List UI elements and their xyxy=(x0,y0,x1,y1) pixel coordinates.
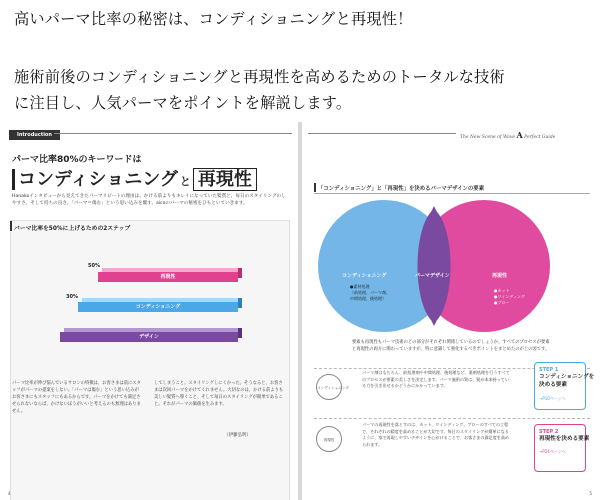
step-title-bar xyxy=(10,221,12,231)
venn-label-design: パーマデザイン xyxy=(415,273,450,279)
headline-to: と xyxy=(179,175,191,188)
guide-tail: Perfect Guide xyxy=(524,135,556,140)
bar-reproducibility: 再現性 xyxy=(98,272,238,282)
guide-title: The New Scene of Wave xyxy=(460,135,516,140)
step-title: パーマ比率を50%に上げるための2ステップ xyxy=(14,226,131,232)
ring-conditioning: コンディショニング xyxy=(316,374,342,400)
step-box xyxy=(10,220,290,500)
venn-item: ●ブロー xyxy=(494,300,510,305)
caption-line-2: 施術前後のコンディショニングと再現性を高めるためのトータルな技術 xyxy=(14,68,505,86)
introduction-badge: Introduction xyxy=(9,130,60,140)
step1-title-line: 決める要素 xyxy=(539,381,567,388)
guide-header xyxy=(460,130,555,140)
venn-item: 中間処理、後処理） xyxy=(350,296,386,301)
right-top-rule xyxy=(308,133,456,134)
ring-reproducibility-text: パーマの再現性を落とすのは、カット、ワインディング、ブローのすべての工程で、それぞれの精度を高めることが大切です。毎日のスタイリングが簡単になるように、家で再現しやすいデザインを心がけることで、お客さまの満足度を高められます。 xyxy=(362,422,510,447)
step1-card[interactable] xyxy=(534,362,595,410)
body-column-2: してしまうこと。スタイリングしにくかった。そうなると、お客さまは次回パーマをかけてくれません。大切なのは、かける前よりも美しい髪質へ導くこと、そして毎日のスタイリングが簡単であること。それがパーマの価値を生みます。 xyxy=(154,381,284,407)
venn-label-conditioning: コンディショニング xyxy=(342,273,387,279)
right-page xyxy=(302,122,600,500)
guide-mark: A xyxy=(516,130,523,140)
left-page xyxy=(0,122,298,500)
body-column-1: パーマ比率が伸び悩んでいるサロンの特徴は、お客さまは前にスタッフがパーマの提案をしない。「パーマは傷む」という思い込みがお客さまにもスタッフにもあるからです。パーマをかけても満足させられないならば、かけないほうがいいと考えるのも無理はありません。 xyxy=(12,381,141,414)
step1-label: STEP 1 xyxy=(539,367,559,373)
bar-top-side xyxy=(238,268,242,278)
step1-ref: →P10ページへ xyxy=(539,396,566,401)
step2-label: STEP 2 xyxy=(539,429,559,435)
pct-30: 30% xyxy=(66,294,78,300)
venn-title-bar xyxy=(314,183,316,192)
divider xyxy=(314,418,590,419)
headline-conditioning: コンディショニング xyxy=(12,169,178,190)
pct-50: 50% xyxy=(88,263,100,269)
bar-conditioning: コンディショニング xyxy=(78,302,238,312)
venn-label-reproducibility: 再現性 xyxy=(492,273,508,279)
step2-title xyxy=(539,436,589,444)
venn-item: ●カット xyxy=(494,288,510,293)
caption-line-1: 高いパーマ比率の秘密は、コンディショニングと再現性！ xyxy=(14,10,413,28)
venn-items-reproducibility xyxy=(494,288,525,306)
venn-item: ●ワインディング xyxy=(494,294,525,299)
venn-item: ●素材処理 xyxy=(350,284,370,289)
keyword-line: パーマ比率80%のキーワードは xyxy=(12,155,142,165)
venn-items-conditioning xyxy=(350,284,390,302)
step2-card[interactable] xyxy=(534,424,590,472)
lead-text: Hanakoインタビューから見えてきたパーマリピートの理由は、かける前よりもキレイになっていた髪質と、毎日のスタイリングのしやすさ。そして持ちの良さ。「パーマ＝傷む」という思い込みを覆す、aicoのパーマの秘密をひもといていきます。 xyxy=(12,194,286,206)
step1-title xyxy=(539,374,594,389)
venn-item: （前処理、パーマ剤、 xyxy=(350,290,390,295)
headline-reproducibility: 再現性 xyxy=(193,168,257,191)
caption-line-3: に注目し、人気パーマをポイントを解説します。 xyxy=(14,94,352,112)
bar-mid-side xyxy=(238,298,242,308)
page-number-left: 4 xyxy=(8,491,11,496)
top-rule xyxy=(54,133,292,134)
bar-low-side xyxy=(238,328,242,338)
step2-title-line: 再現性を決める要素 xyxy=(539,436,590,442)
magazine-spread xyxy=(0,122,600,500)
ring-conditioning-text: パーマ剤はもちろん、前処理剤や中間処理、後処理など、薬剤処理を行うすべてのプロセスが要素の美しさを決定します。パーマ施術の質は、髪が本来持っている力を引き出せるかどうかにかかっています。 xyxy=(362,370,510,389)
bar-design: デザイン xyxy=(60,332,238,342)
venn-overlap-full xyxy=(398,200,470,332)
page-number-right: 5 xyxy=(589,491,592,496)
step2-ref: →P24ページへ xyxy=(539,449,566,454)
headline xyxy=(12,165,257,191)
venn-title: 「コンディショニング」と「再現性」を決めるパーマデザインの要素 xyxy=(318,186,485,192)
step1-title-line: コンディショニングを xyxy=(539,374,595,380)
author-credit: （伊藤弘明） xyxy=(224,433,251,438)
ring-reproducibility: 再現性 xyxy=(316,426,342,452)
venn-note: 要素も再現性もパーマ技術のどの部分がそれぞれ関係しているのでしょうか。すべてのプロセスが要素と再現性の両方に関わっていますが、特に意識して強化するべきポイントをまとめたのが上の図です。 xyxy=(352,340,550,352)
